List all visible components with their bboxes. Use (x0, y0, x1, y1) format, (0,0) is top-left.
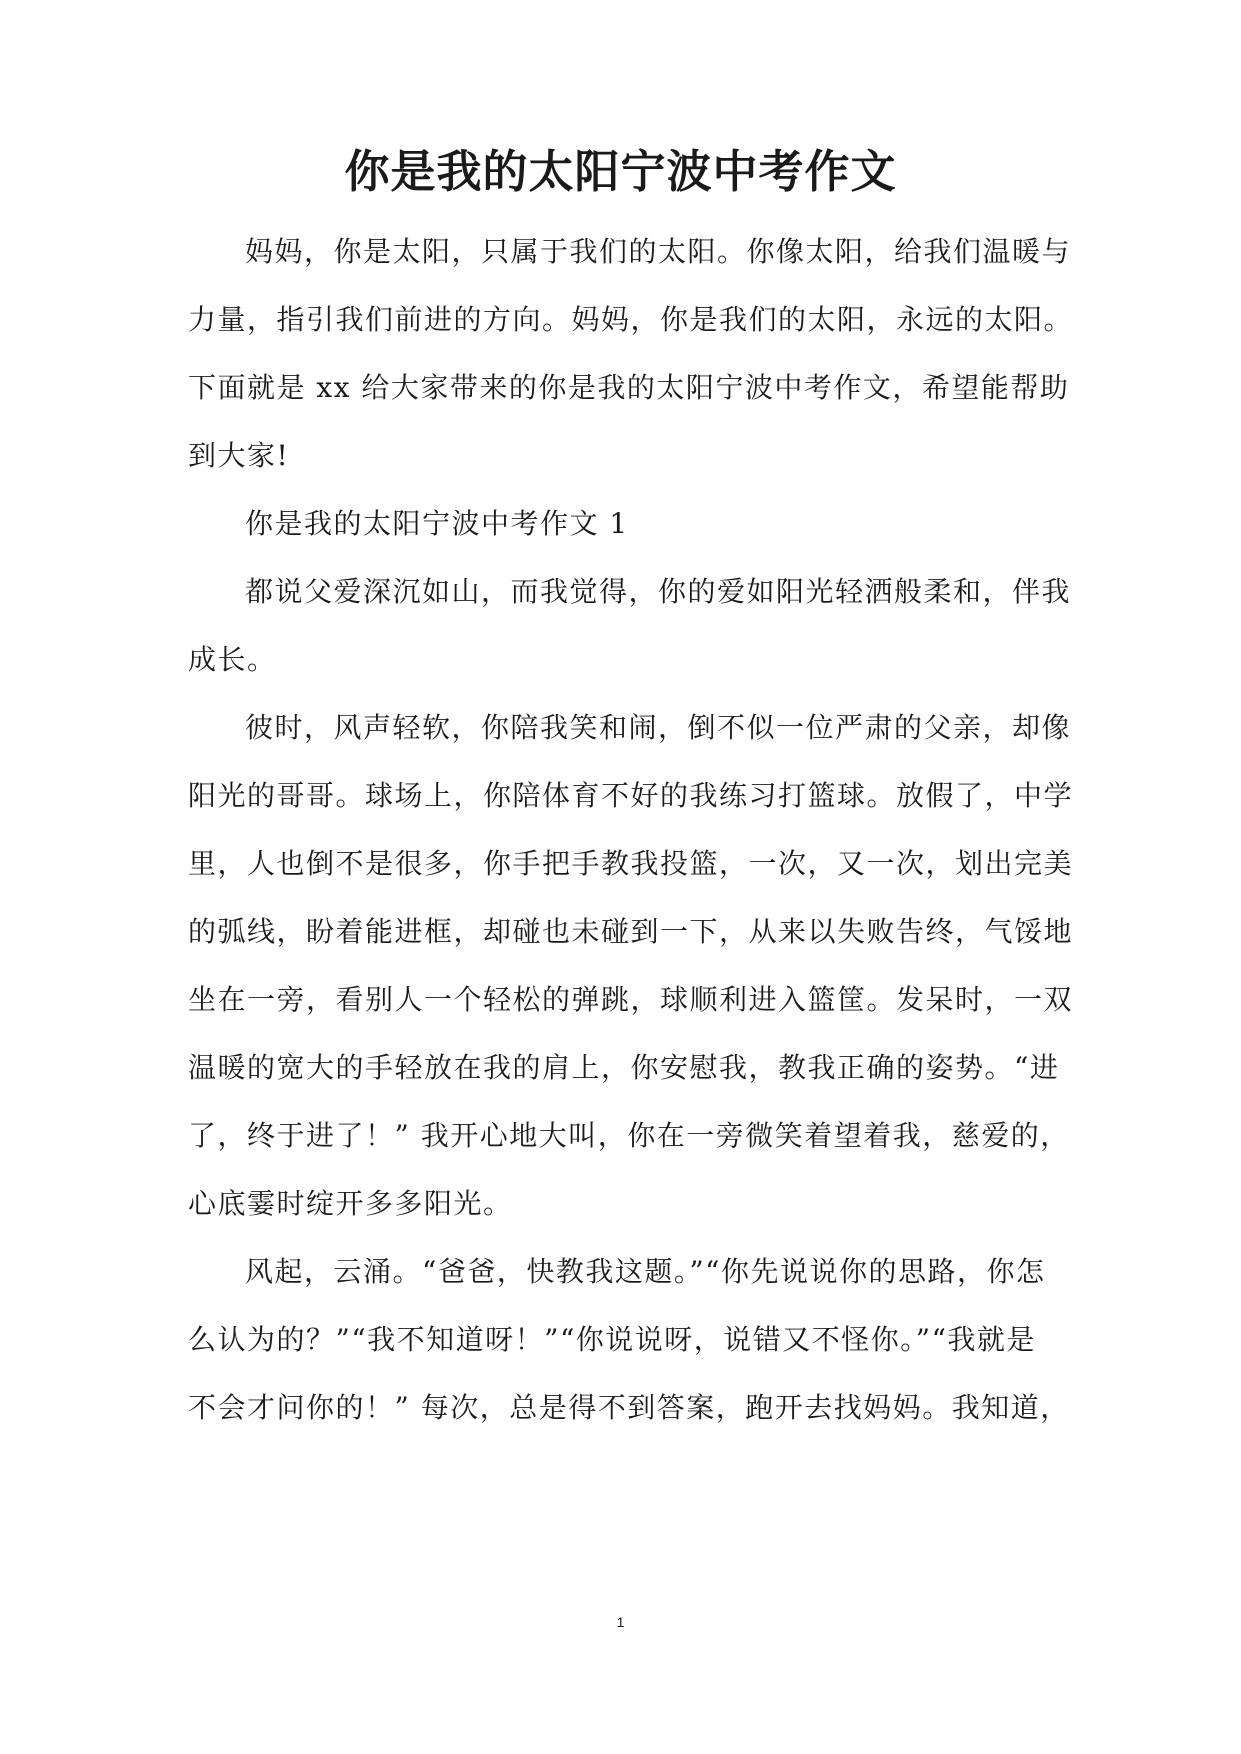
paragraph-line: 彼时，风声轻软，你陪我笑和闹，倒不似一位严肃的父亲，却像 (245, 711, 1072, 744)
page-number: 1 (616, 1614, 625, 1630)
paragraph-line: 风起，云涌。“爸爸，快教我这题。”“你先说说你的思路，你怎 (245, 1255, 1046, 1288)
paragraph-line: 成长。 (188, 643, 277, 676)
paragraph-line: 力量，指引我们前进的方向。妈妈，你是我们的太阳，永远的太阳。 (188, 303, 1074, 336)
paragraph-line: 妈妈，你是太阳，只属于我们的太阳。你像太阳，给我们温暖与 (245, 235, 1072, 268)
paragraph-line: 阳光的哥哥。球场上，你陪体育不好的我练习打篮球。放假了，中学 (188, 779, 1074, 812)
paragraph-line: 里，人也倒不是很多，你手把手教我投篮，一次，又一次，划出完美 (188, 847, 1074, 880)
paragraph-line: 温暖的宽大的手轻放在我的肩上，你安慰我，教我正确的姿势。“进 (188, 1051, 1060, 1084)
paragraph-line: 了，终于进了！” 我开心地大叫，你在一旁微笑着望着我，慈爱的， (188, 1119, 1070, 1152)
section-heading: 你是我的太阳宁波中考作文 1 (245, 507, 629, 540)
paragraph-line: 到大家! (188, 439, 290, 472)
paragraph-line: 么认为的？”“我不知道呀！”“你说说呀，说错又不怪你。”“我就是 (188, 1323, 1036, 1356)
paragraph-line: 不会才问你的！” 每次，总是得不到答案，跑开去找妈妈。我知道， (188, 1391, 1070, 1424)
paragraph-line: 下面就是 xx 给大家带来的你是我的太阳宁波中考作文，希望能帮助 (188, 371, 1070, 404)
paragraph-line: 都说父爱深沉如山，而我觉得，你的爱如阳光轻洒般柔和，伴我 (245, 575, 1072, 608)
document-title: 你是我的太阳宁波中考作文 (344, 145, 897, 198)
paragraph-line: 心底霎时绽开多多阳光。 (188, 1187, 513, 1220)
paragraph-line: 坐在一旁，看别人一个轻松的弹跳，球顺利进入篮筐。发呆时，一双 (188, 983, 1074, 1016)
paragraph-line: 的弧线，盼着能进框，却碰也未碰到一下，从来以失败告终，气馁地 (188, 915, 1074, 948)
